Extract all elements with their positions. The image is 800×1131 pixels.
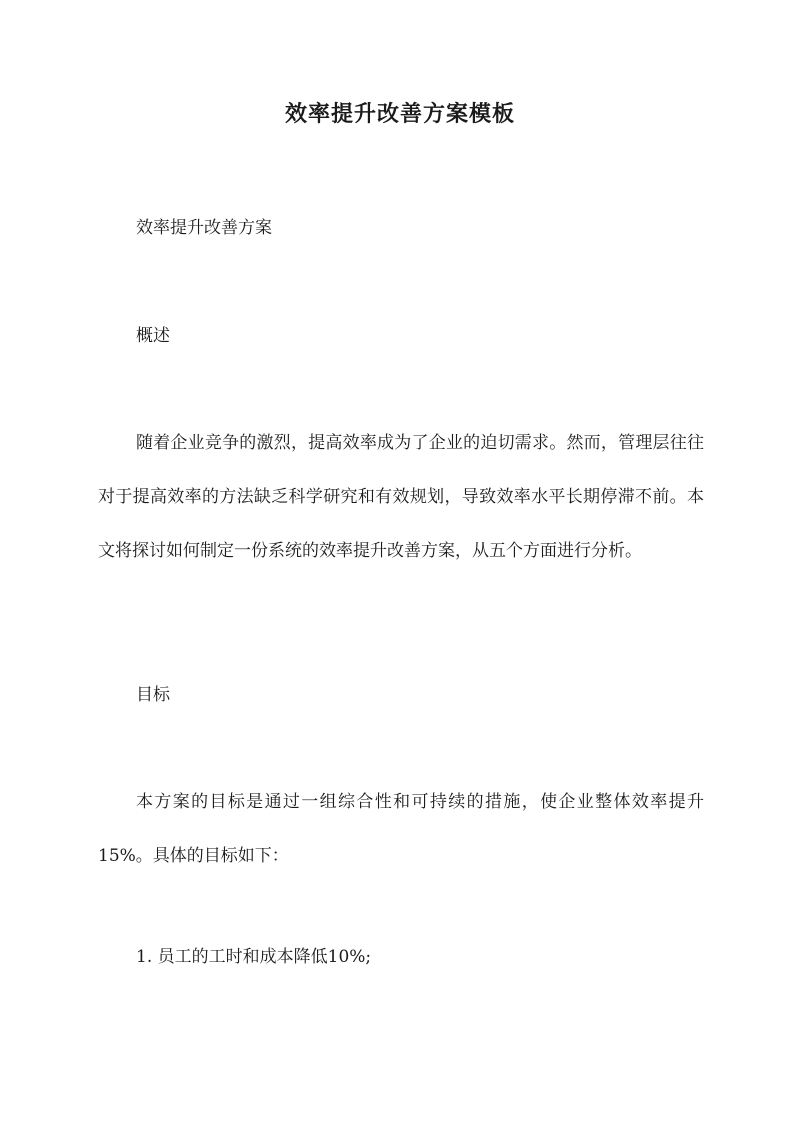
subtitle: 效率提升改善方案: [136, 218, 272, 238]
document-title: 效率提升改善方案模板: [284, 101, 515, 127]
goal-list-item: 1. 员工的工时和成本降低10%;: [136, 947, 372, 967]
goal-paragraph: 本方案的目标是通过一组综合性和可持续的措施，使企业整体效率提升15%。具体的目标如下：: [98, 792, 704, 866]
overview-paragraph: 随着企业竞争的激烈，提高效率成为了企业的迫切需求。然而，管理层往往对于提高效率的方法缺乏科学研究和有效规划，导致效率水平长期停滞不前。本文将探讨如何制定一份系统的效率提升改善方案，从五个方面进行分析。: [98, 433, 704, 561]
overview-heading: 概述: [136, 326, 170, 346]
goal-heading: 目标: [136, 685, 170, 705]
